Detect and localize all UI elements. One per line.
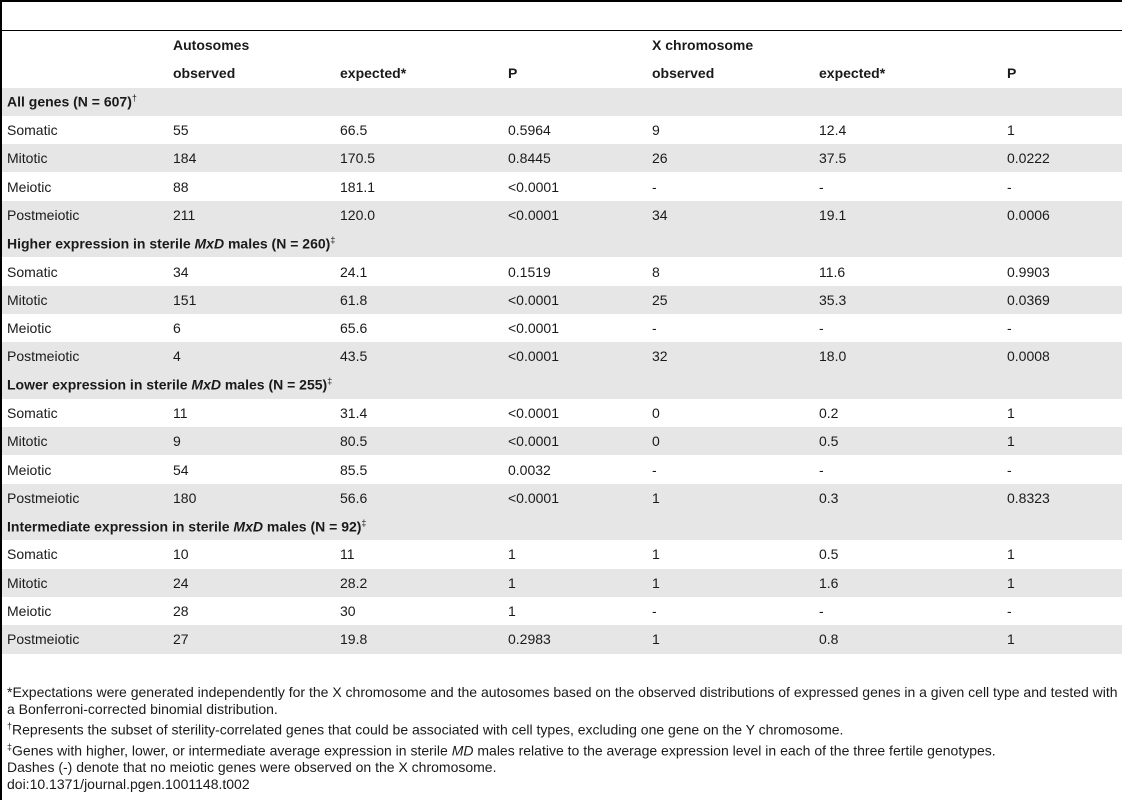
table-cell: 34 <box>168 257 335 285</box>
table-row <box>2 455 1122 483</box>
table-row <box>2 399 1122 427</box>
table-cell: 35.3 <box>814 286 1002 314</box>
table-row <box>2 314 1122 342</box>
section-header-row <box>2 229 1122 257</box>
table-row <box>2 201 1122 229</box>
footnote-dashes: Dashes (-) denote that no meiotic genes were observed on the X chromosome. <box>7 759 497 776</box>
table-cell: 85.5 <box>335 455 503 483</box>
footnote-dagger: †Represents the subset of sterility-correlated genes that could be associated with cell types, excluding one gene on the Y chromosome. <box>7 721 844 738</box>
table-cell: 0.1519 <box>503 257 647 285</box>
section-header-row <box>2 512 1122 540</box>
table-cell: 0.5 <box>814 427 1002 455</box>
doi-text: doi:10.1371/journal.pgen.1001148.t002 <box>7 776 250 793</box>
table-cell: 19.1 <box>814 201 1002 229</box>
table-row <box>2 116 1122 144</box>
table-cell: 32 <box>647 342 814 370</box>
table-cell: 0.5964 <box>503 116 647 144</box>
table-cell: <0.0001 <box>503 201 647 229</box>
section-title: Lower expression in sterile MxD males (N = 255)‡ <box>2 371 1122 399</box>
table-cell: 1 <box>647 540 814 568</box>
table-cell: 28.2 <box>335 569 503 597</box>
table-cell: 0 <box>647 427 814 455</box>
table-cell: 211 <box>168 201 335 229</box>
table-cell: 180 <box>168 484 335 512</box>
table-cell: 151 <box>168 286 335 314</box>
table-row <box>2 427 1122 455</box>
table-cell: - <box>647 597 814 625</box>
table-cell: - <box>1002 455 1122 483</box>
table-cell: 1 <box>1002 116 1122 144</box>
table-cell: 55 <box>168 116 335 144</box>
table-cell: - <box>647 172 814 200</box>
table-cell: 1 <box>647 484 814 512</box>
group-autosomes: Autosomes <box>168 31 647 59</box>
table-cell: 0.9903 <box>1002 257 1122 285</box>
row-label: Somatic <box>2 540 168 568</box>
footnote-expectations: *Expectations were generated independently for the X chromosome and the autosomes based on the observed distributions of expressed genes in a given cell type and tested with a Bonferroni-corrected binomial distribution. <box>7 684 1118 717</box>
table-row <box>2 286 1122 314</box>
table-cell: 26 <box>647 144 814 172</box>
table-row <box>2 144 1122 172</box>
table-cell: 34 <box>647 201 814 229</box>
table-cell: 8 <box>647 257 814 285</box>
table-cell: 0.0222 <box>1002 144 1122 172</box>
table-cell: 9 <box>647 116 814 144</box>
table-cell: 1 <box>503 540 647 568</box>
table-cell: - <box>1002 314 1122 342</box>
table-top-border <box>0 0 1122 2</box>
table-cell: 18.0 <box>814 342 1002 370</box>
row-label: Meiotic <box>2 314 168 342</box>
col-autosomes-expected: expected* <box>335 59 503 87</box>
table-cell: <0.0001 <box>503 314 647 342</box>
table-cell: 6 <box>168 314 335 342</box>
row-label: Meiotic <box>2 172 168 200</box>
section-title: Intermediate expression in sterile MxD males (N = 92)‡ <box>2 512 1122 540</box>
table-cell: 0.8323 <box>1002 484 1122 512</box>
row-label: Meiotic <box>2 455 168 483</box>
table-cell: 30 <box>335 597 503 625</box>
row-label: Postmeiotic <box>2 342 168 370</box>
table-cell: 181.1 <box>335 172 503 200</box>
table-cell: 0 <box>647 399 814 427</box>
row-label: Meiotic <box>2 597 168 625</box>
table-cell: 0.0032 <box>503 455 647 483</box>
table-cell: - <box>1002 172 1122 200</box>
table-cell: 0.0369 <box>1002 286 1122 314</box>
table-cell: 43.5 <box>335 342 503 370</box>
table-cell: 0.0006 <box>1002 201 1122 229</box>
table-row <box>2 625 1122 653</box>
table-cell: 56.6 <box>335 484 503 512</box>
row-label: Somatic <box>2 116 168 144</box>
table-cell: 31.4 <box>335 399 503 427</box>
table-cell: 25 <box>647 286 814 314</box>
table-cell: 1 <box>1002 540 1122 568</box>
table-row <box>2 540 1122 568</box>
table-cell: 11 <box>168 399 335 427</box>
table-row <box>2 342 1122 370</box>
table-row <box>2 257 1122 285</box>
table-cell: 66.5 <box>335 116 503 144</box>
table-cell: 0.5 <box>814 540 1002 568</box>
table-cell: 0.3 <box>814 484 1002 512</box>
table-cell: <0.0001 <box>503 427 647 455</box>
row-label: Postmeiotic <box>2 625 168 653</box>
table-cell: 4 <box>168 342 335 370</box>
table-cell: 10 <box>168 540 335 568</box>
table-cell: 9 <box>168 427 335 455</box>
col-autosomes-p: P <box>503 59 647 87</box>
table-cell: - <box>647 314 814 342</box>
table-cell: <0.0001 <box>503 484 647 512</box>
table-cell: 1 <box>503 569 647 597</box>
footnote-double-dagger: ‡Genes with higher, lower, or intermediate average expression in sterile MD males relative to the average expression level in each of the three fertile genotypes. <box>7 741 996 759</box>
table-cell: 11 <box>335 540 503 568</box>
section-header-row <box>2 371 1122 399</box>
table-cell: 1 <box>1002 569 1122 597</box>
table-cell: <0.0001 <box>503 342 647 370</box>
table-cell: 28 <box>168 597 335 625</box>
row-label: Mitotic <box>2 569 168 597</box>
group-header-row <box>2 31 1122 59</box>
row-label: Mitotic <box>2 427 168 455</box>
table-cell: 0.8 <box>814 625 1002 653</box>
row-label: Postmeiotic <box>2 201 168 229</box>
table-cell: 1 <box>1002 399 1122 427</box>
section-title: All genes (N = 607)† <box>2 88 1122 116</box>
table-cell: - <box>647 455 814 483</box>
table-footnotes <box>7 684 1119 793</box>
col-x-p: P <box>1002 59 1122 87</box>
table-cell: 184 <box>168 144 335 172</box>
table-cell: 24 <box>168 569 335 597</box>
table-cell: 12.4 <box>814 116 1002 144</box>
section-title: Higher expression in sterile MxD males (N = 260)‡ <box>2 229 1122 257</box>
table-cell: 19.8 <box>335 625 503 653</box>
row-label: Postmeiotic <box>2 484 168 512</box>
col-autosomes-observed: observed <box>168 59 335 87</box>
row-label: Somatic <box>2 399 168 427</box>
results-table <box>2 31 1122 654</box>
table-cell: - <box>814 597 1002 625</box>
table-row <box>2 569 1122 597</box>
table-row <box>2 597 1122 625</box>
table-cell: 0.0008 <box>1002 342 1122 370</box>
table-cell: 120.0 <box>335 201 503 229</box>
table-cell: 0.2 <box>814 399 1002 427</box>
table-cell: <0.0001 <box>503 399 647 427</box>
table-cell: <0.0001 <box>503 172 647 200</box>
table-cell: - <box>814 172 1002 200</box>
table-row <box>2 172 1122 200</box>
table-cell: 27 <box>168 625 335 653</box>
table-cell: 80.5 <box>335 427 503 455</box>
table-cell: 0.2983 <box>503 625 647 653</box>
table-cell: 11.6 <box>814 257 1002 285</box>
table-cell: 1.6 <box>814 569 1002 597</box>
table-cell: 0.8445 <box>503 144 647 172</box>
table-row <box>2 484 1122 512</box>
table-cell: 1 <box>647 625 814 653</box>
table-cell: - <box>814 455 1002 483</box>
section-header-row <box>2 88 1122 116</box>
table-cell: 24.1 <box>335 257 503 285</box>
table-cell: 1 <box>503 597 647 625</box>
table-cell: 88 <box>168 172 335 200</box>
table-cell: 1 <box>1002 625 1122 653</box>
table-cell: 37.5 <box>814 144 1002 172</box>
table-cell: - <box>814 314 1002 342</box>
group-x-chromosome: X chromosome <box>647 31 1122 59</box>
column-header-row <box>2 59 1122 87</box>
table-cell: 1 <box>1002 427 1122 455</box>
table-cell: 65.6 <box>335 314 503 342</box>
row-label: Mitotic <box>2 144 168 172</box>
table-cell: - <box>1002 597 1122 625</box>
col-x-observed: observed <box>647 59 814 87</box>
table-cell: 61.8 <box>335 286 503 314</box>
col-x-expected: expected* <box>814 59 1002 87</box>
row-label: Mitotic <box>2 286 168 314</box>
table-cell: 1 <box>647 569 814 597</box>
table-cell: 54 <box>168 455 335 483</box>
table-cell: 170.5 <box>335 144 503 172</box>
row-label: Somatic <box>2 257 168 285</box>
table-cell: <0.0001 <box>503 286 647 314</box>
